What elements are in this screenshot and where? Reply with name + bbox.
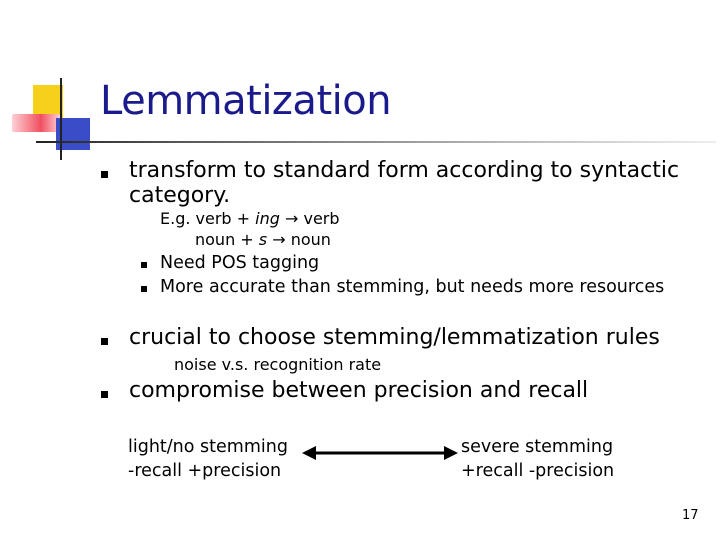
tradeoff-left bbox=[128, 436, 288, 482]
sub-bullet-marker bbox=[141, 262, 147, 268]
deco-horizontal-line bbox=[36, 141, 716, 143]
example-1-suffix: verb bbox=[303, 209, 340, 228]
bullet-marker bbox=[101, 391, 108, 398]
deco-vertical-line bbox=[60, 78, 62, 160]
bullet-1-text bbox=[129, 158, 679, 208]
tradeoff-left-line-2: -recall +precision bbox=[128, 461, 282, 481]
example-1-italic: ing bbox=[255, 209, 280, 228]
example-1-prefix: E.g. verb + bbox=[160, 209, 256, 228]
bullet-2-text: crucial to choose stemming/lemmatization rules bbox=[129, 325, 660, 350]
page-number: 17 bbox=[682, 508, 699, 523]
slide-title: Lemmatization bbox=[100, 78, 392, 124]
example-2-suffix: noun bbox=[290, 230, 331, 249]
double-arrow-icon bbox=[300, 443, 460, 463]
tradeoff-left-line-1: light/no stemming bbox=[128, 437, 288, 457]
arrow-icon: → bbox=[267, 230, 291, 249]
bullet-3-text: compromise between precision and recall bbox=[129, 378, 589, 403]
bullet-1-line-2: category. bbox=[129, 183, 231, 208]
sub-bullet-2: More accurate than stemming, but needs more resources bbox=[160, 277, 665, 297]
tradeoff-right bbox=[461, 436, 614, 482]
bullet-marker bbox=[101, 171, 108, 178]
bullet-2-note: noise v.s. recognition rate bbox=[174, 355, 382, 374]
sub-bullet-marker bbox=[141, 286, 147, 292]
sub-bullet-1: Need POS tagging bbox=[160, 253, 320, 273]
bullet-1-line-1: transform to standard form according to syntactic bbox=[129, 158, 680, 183]
arrow-icon: → bbox=[279, 209, 304, 228]
example-line-1 bbox=[160, 208, 340, 229]
tradeoff-right-line-2: +recall -precision bbox=[461, 461, 615, 481]
example-2-prefix: noun + bbox=[195, 230, 259, 249]
example-2-italic: s bbox=[258, 230, 268, 249]
deco-red-bar bbox=[12, 114, 60, 132]
bullet-marker bbox=[101, 338, 108, 345]
tradeoff-right-line-1: severe stemming bbox=[461, 437, 614, 457]
example-line-2 bbox=[195, 229, 331, 250]
